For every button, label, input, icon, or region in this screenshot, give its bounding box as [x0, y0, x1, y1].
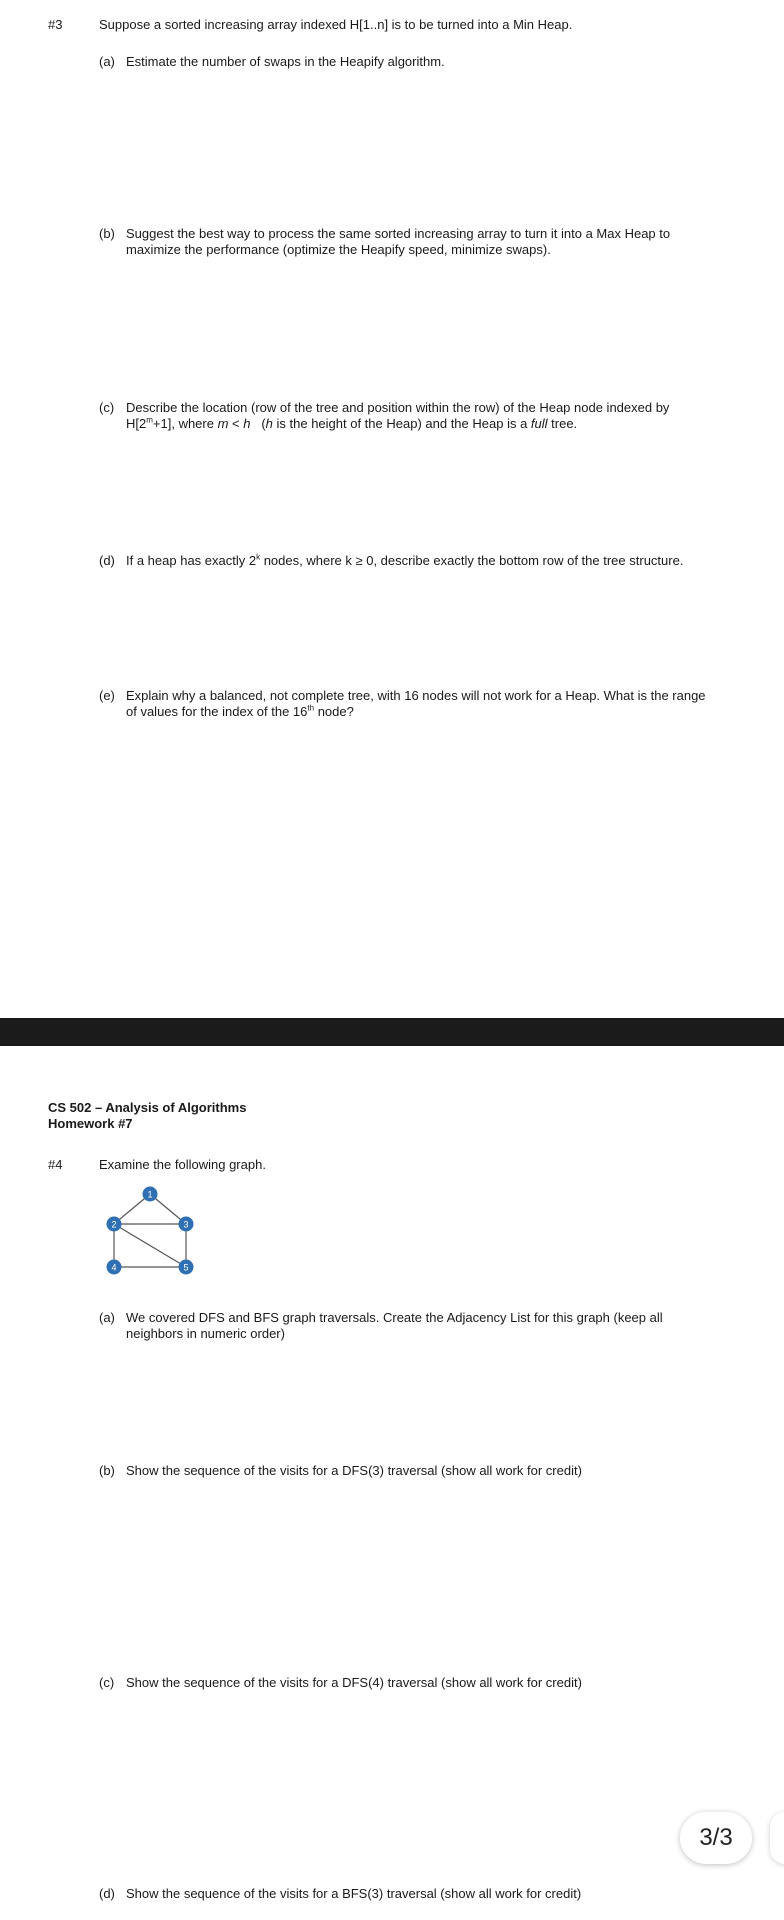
q3-part-e	[99, 688, 729, 720]
part-label: (a)	[99, 54, 115, 69]
part-label: (a)	[99, 1310, 115, 1325]
part-text: Estimate the number of swaps in the Heapify algorithm.	[126, 54, 445, 69]
q4-part-d	[99, 1886, 729, 1902]
page-break-bar	[0, 1018, 784, 1046]
node-label: 1	[147, 1189, 153, 1200]
part-text: Show the sequence of the visits for a DFS(4) traversal (show all work for credit)	[126, 1675, 582, 1690]
part-label: (b)	[99, 226, 115, 241]
graph-node-4	[107, 1260, 122, 1275]
node-label: 5	[183, 1262, 189, 1273]
part-label: (d)	[99, 553, 115, 568]
part-text: Show the sequence of the visits for a DFS(3) traversal (show all work for credit)	[126, 1463, 582, 1478]
part-text: Suggest the best way to process the same sorted increasing array to turn it into a Max Heap to maximize the performance (optimize the Heapify speed, minimize swaps).	[126, 226, 671, 257]
q3-part-d	[99, 553, 729, 569]
graph-node-3	[179, 1217, 194, 1232]
q3-part-b	[99, 226, 729, 258]
graph-node-1	[143, 1187, 158, 1202]
part-label: (d)	[99, 1886, 115, 1901]
q4-part-a	[99, 1310, 729, 1342]
question-3-number: #3	[48, 17, 63, 32]
question-4-number: #4	[48, 1157, 63, 1172]
graph-node-5	[179, 1260, 194, 1275]
edge-2-5	[114, 1224, 186, 1267]
q4-part-b	[99, 1463, 729, 1479]
question-4-intro: Examine the following graph.	[99, 1157, 266, 1172]
part-text: Explain why a balanced, not complete tree, with 16 nodes will not work for a Heap. What is the range of values for the index of the 16th node?	[126, 688, 706, 719]
node-label: 4	[111, 1262, 117, 1273]
part-label: (e)	[99, 688, 115, 703]
q3-part-c	[99, 400, 729, 432]
q3-part-a	[99, 54, 729, 70]
part-label: (c)	[99, 1675, 115, 1690]
part-text: If a heap has exactly 2$^k$ nodes, where k ≥ 0, describe exactly the bottom row of the tree structure.	[126, 552, 684, 568]
part-text: Describe the location (row of the tree and position within the row) of the Heap node indexed by $H[2^m+1]$, where m < h (h is the height of the Heap) and the Heap is a full tree.	[126, 400, 670, 431]
question-3-intro: Suppose a sorted increasing array indexed H[1..n] is to be turned into a Min Heap.	[99, 17, 573, 32]
next-page-stub[interactable]	[770, 1812, 784, 1864]
graph-node-2	[107, 1217, 122, 1232]
part-label: (c)	[99, 400, 115, 415]
graph-figure	[100, 1182, 200, 1278]
part-text: We covered DFS and BFS graph traversals. Create the Adjacency List for this graph (keep all neighbors in numeric order)	[126, 1310, 663, 1341]
node-label: 2	[111, 1219, 117, 1230]
part-text: Show the sequence of the visits for a BFS(3) traversal (show all work for credit)	[126, 1886, 582, 1901]
page-indicator[interactable]: 3/3	[680, 1812, 752, 1864]
course-title: CS 502 – Analysis of Algorithms	[48, 1100, 247, 1115]
node-label: 3	[183, 1219, 189, 1230]
q4-part-c	[99, 1675, 729, 1691]
part-label: (b)	[99, 1463, 115, 1478]
homework-title: Homework #7	[48, 1116, 133, 1131]
graph-edges	[114, 1194, 189, 1267]
